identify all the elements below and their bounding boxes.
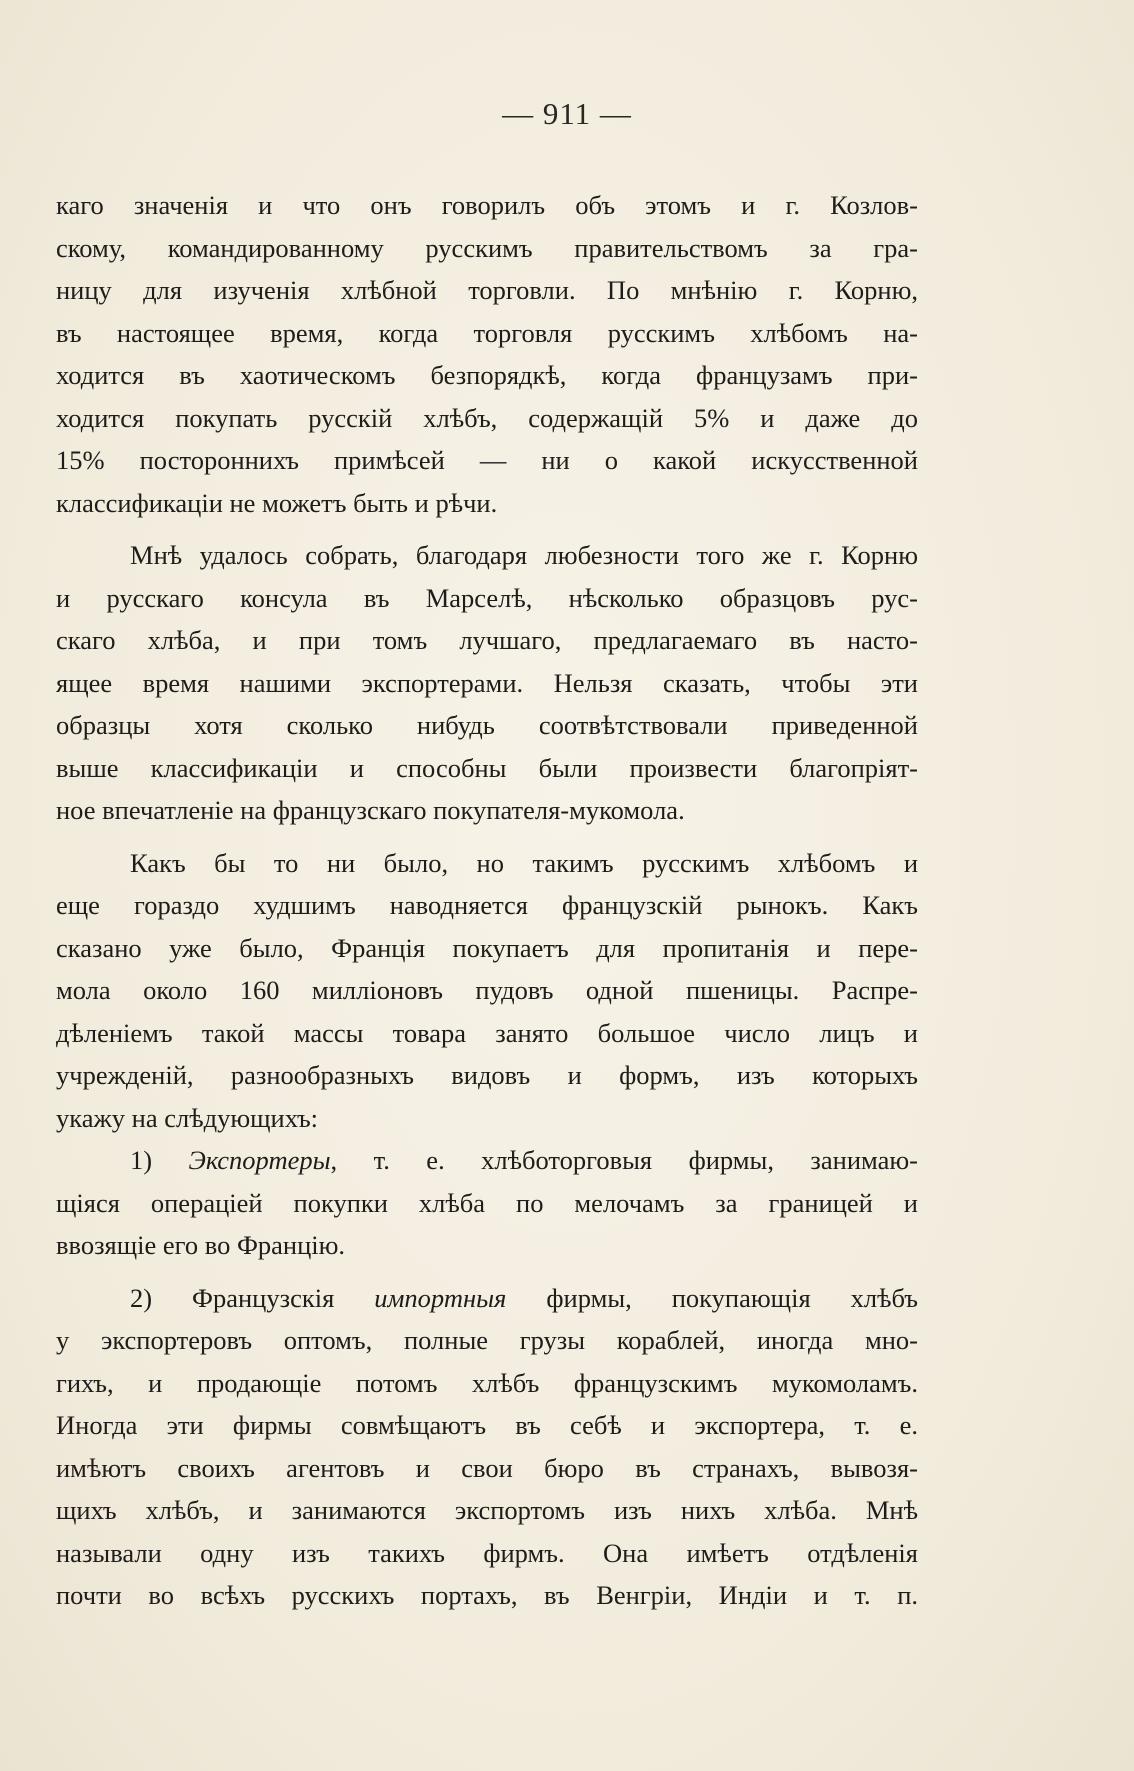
text-line	[56, 1277, 918, 1320]
item-number: 1)	[130, 1145, 189, 1175]
text-line: ящее время нашими экспортерами. Нельзя сказать, чтобы эти	[56, 667, 918, 698]
text-line: дѣленіемъ такой массы товара занято большое число лицъ и	[56, 1017, 918, 1048]
text-line: ввозящіе его во Францію.	[56, 1230, 346, 1260]
emphasized-term: Экспортеры	[188, 1145, 331, 1175]
text-line: ное впечатленіе на французскаго покупателя-мукомола.	[56, 795, 685, 825]
text-line: ницу для изученія хлѣбной торговли. По мнѣнію г. Корню,	[56, 275, 918, 305]
text-line: называли одну изъ такихъ фирмъ. Она имѣетъ отдѣленія	[56, 1537, 918, 1568]
text-line: Иногда эти фирмы совмѣщаютъ въ себѣ и экспортера, т. е.	[56, 1410, 918, 1440]
item-prefix: 2) Французскія	[130, 1282, 375, 1313]
text-line: мола около 160 милліоновъ пудовъ одной пшеницы. Распре-	[56, 975, 918, 1005]
list-item-1	[56, 1139, 918, 1267]
text-line: скому, командированному русскимъ правительствомъ за гра-	[56, 232, 918, 263]
text-line: сказано уже было, Франція покупаетъ для пропитанія и пере-	[56, 932, 918, 963]
text-line: укажу на слѣдующихъ:	[56, 1102, 319, 1133]
text-line: и русскаго консула въ Марселѣ, нѣсколько образцовъ рус-	[56, 582, 918, 613]
text-line: Мнѣ удалось собрать, благодаря любезности того же г. Корню	[130, 540, 918, 570]
main-text	[56, 184, 918, 1617]
text-line: щіяся операціей покупки хлѣба по мелочамъ за границей и	[56, 1187, 918, 1218]
text-line: выше классификаціи и способны были произвести благопріят-	[56, 752, 918, 783]
text-line: образцы хотя сколько нибудь соотвѣтствовали приведенной	[56, 710, 918, 740]
text-line: каго значенія и что онъ говорилъ объ этомъ и г. Козлов-	[56, 190, 918, 220]
text-line: Какъ бы то ни было, но такимъ русскимъ хлѣбомъ и	[130, 847, 918, 878]
text-line: классификаціи не можетъ быть и рѣчи.	[56, 487, 498, 518]
text-line: еще гораздо худшимъ наводняется французскій рынокъ. Какъ	[56, 890, 918, 920]
text-fragment: , т. е. хлѣботорговыя фирмы, занимаю-	[330, 1145, 918, 1175]
emphasized-term: импортныя	[374, 1282, 507, 1313]
list-item-2	[56, 1277, 918, 1617]
page-number: — 911 —	[502, 96, 632, 131]
text-line: гихъ, и продающіе потомъ хлѣбъ французскимъ мукомоламъ.	[56, 1367, 918, 1398]
text-line: въ настоящее время, когда торговля русскимъ хлѣбомъ на-	[56, 317, 918, 348]
text-line: скаго хлѣба, и при томъ лучшаго, предлагаемаго въ насто-	[56, 625, 918, 655]
text-line: почти во всѣхъ русскихъ портахъ, въ Венгріи, Индіи и т. п.	[56, 1580, 918, 1610]
text-line: ходится покупать русскій хлѣбъ, содержащій 5% и даже до	[56, 402, 918, 433]
text-line: у экспортеровъ оптомъ, полные грузы кораблей, иногда мно-	[56, 1325, 918, 1355]
paragraph-2	[56, 534, 918, 832]
text-line	[56, 1139, 918, 1182]
text-line: имѣютъ своихъ агентовъ и свои бюро въ странахъ, вывозя-	[56, 1452, 918, 1483]
text-line: ходится въ хаотическомъ безпорядкѣ, когда французамъ при-	[56, 360, 918, 390]
text-fragment: фирмы, покупающія хлѣбъ	[506, 1282, 919, 1313]
text-line: 15% постороннихъ примѣсей — ни о какой искусственной	[56, 445, 918, 475]
text-line: щихъ хлѣбъ, и занимаются экспортомъ изъ нихъ хлѣба. Мнѣ	[56, 1495, 918, 1525]
paragraph-3	[56, 842, 918, 1140]
paragraph-1	[56, 184, 918, 524]
text-line: учрежденій, разнообразныхъ видовъ и формъ, изъ которыхъ	[56, 1060, 918, 1090]
